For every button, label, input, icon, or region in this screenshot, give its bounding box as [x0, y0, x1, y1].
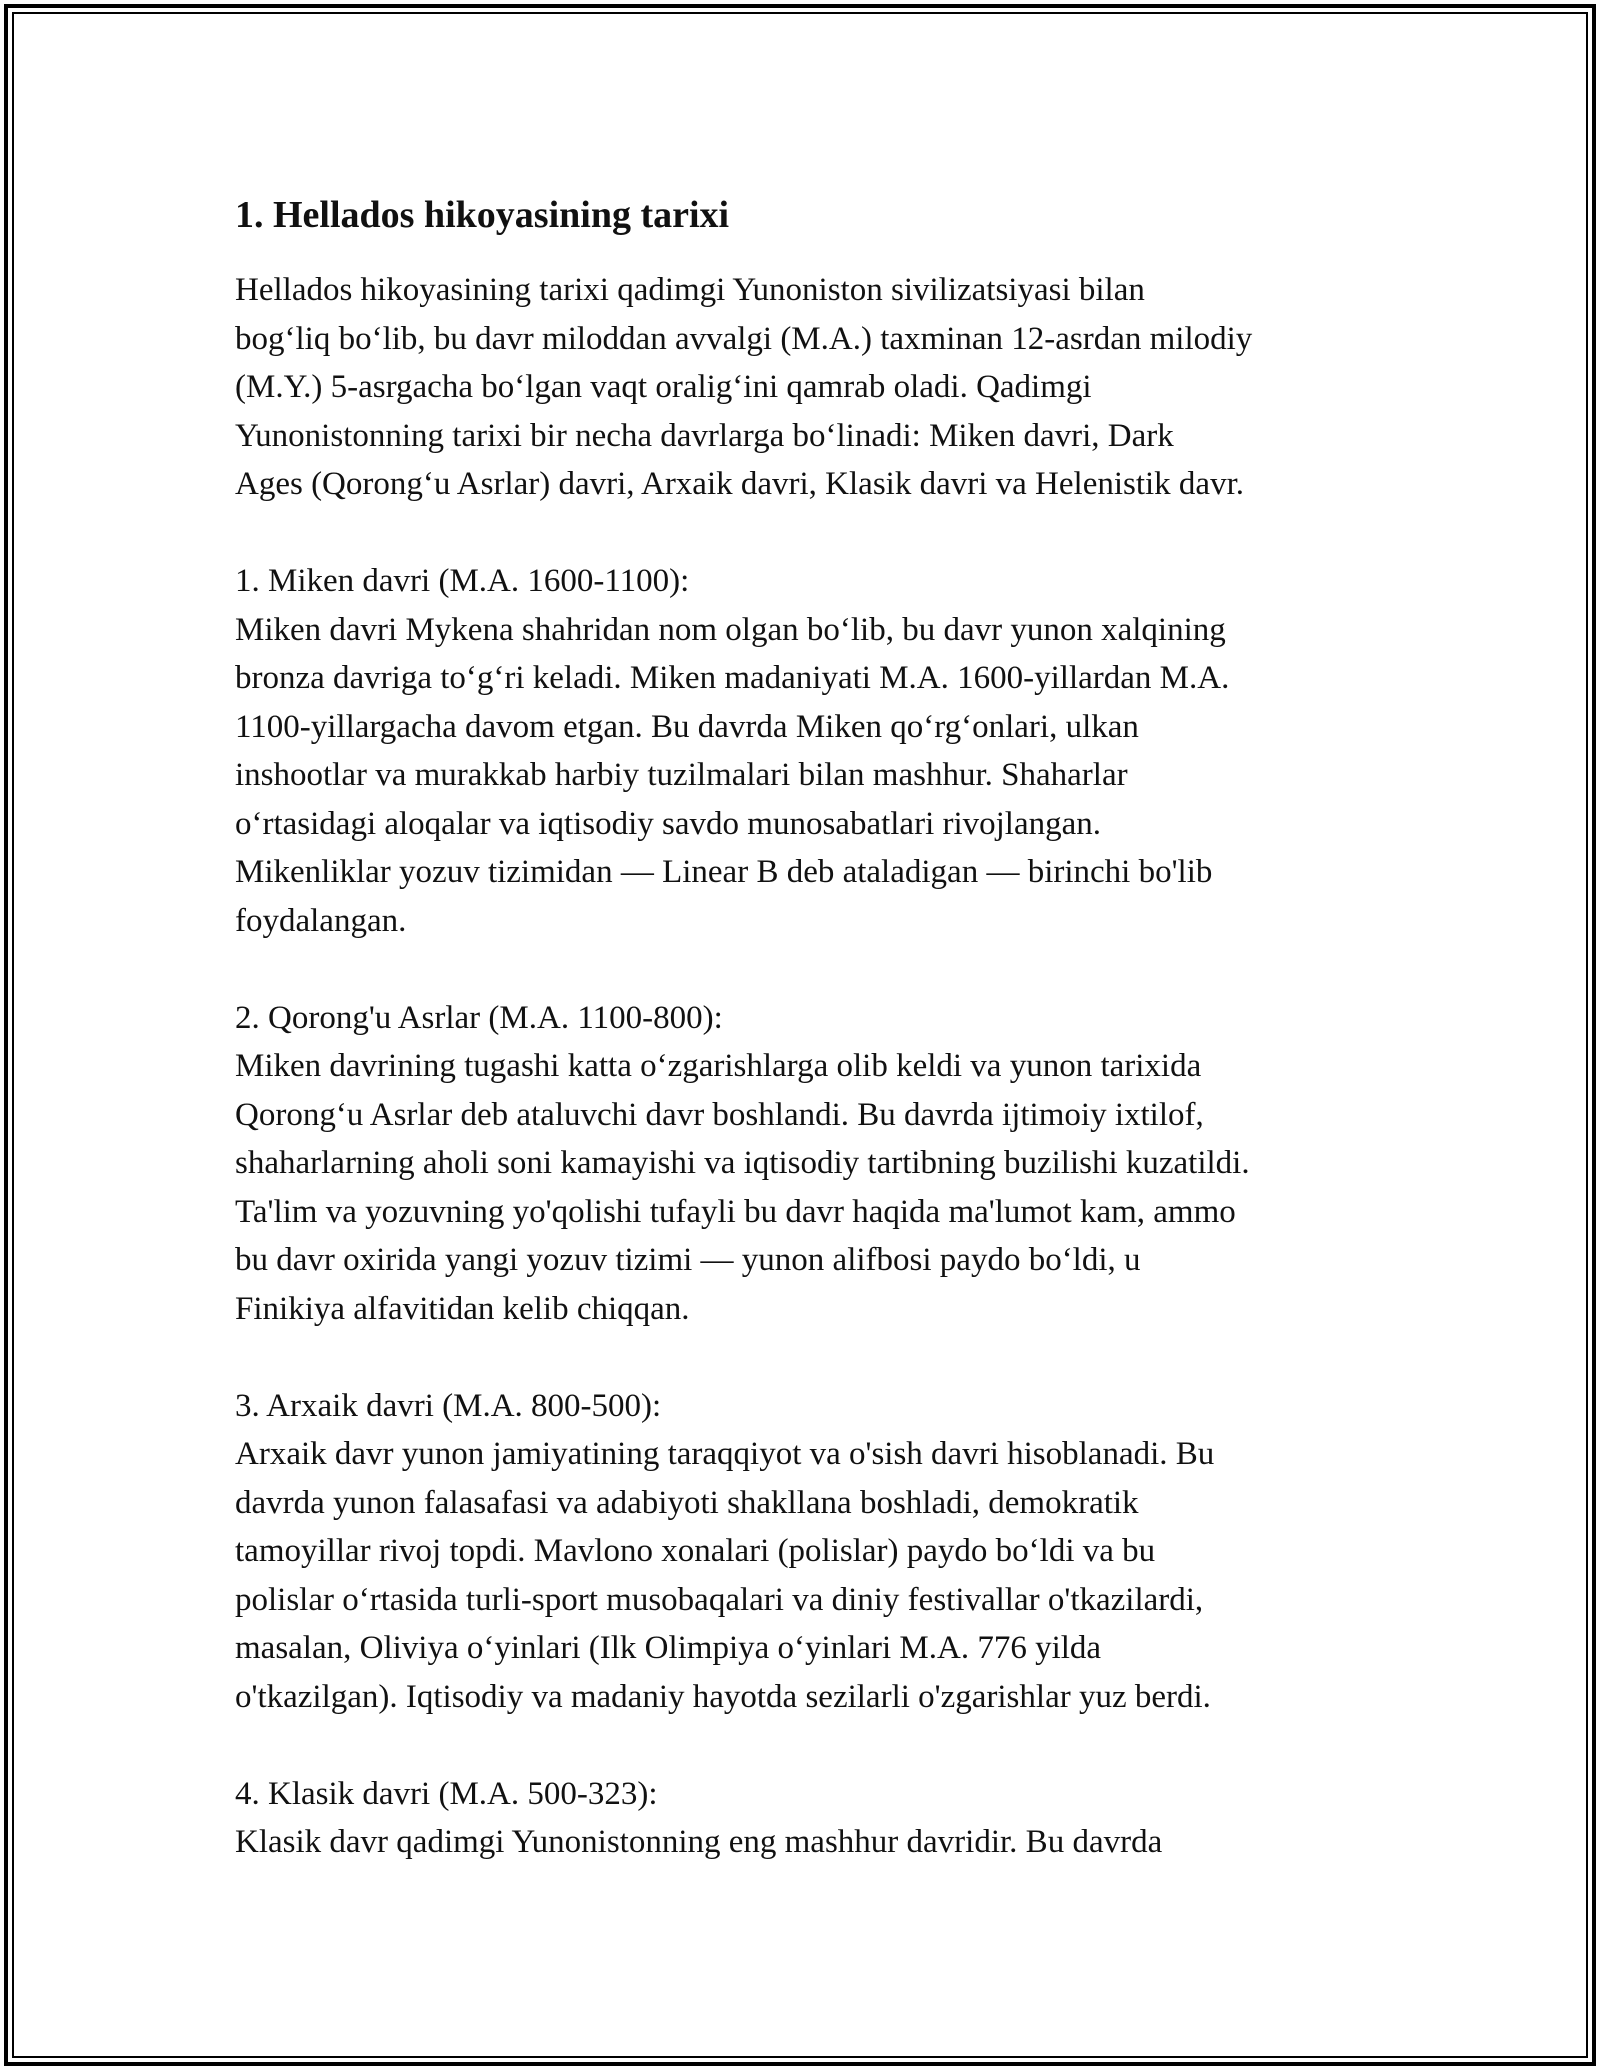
text-line: Finikiya alfavitidan kelib chiqqan. [235, 1290, 690, 1327]
document-title: 1. Hellados hikoyasining tarixi [235, 194, 730, 236]
text-line: shaharlarning aholi soni kamayishi va iqtisodiy tartibning buzilishi kuzatildi. [235, 1145, 1250, 1181]
text-line: masalan, Oliviya oʻyinlari (Ilk Olimpiya oʻyinlari M.A. 776 yilda [235, 1630, 1102, 1666]
text-line: Hellados hikoyasining tarixi qadimgi Yunoniston sivilizatsiyasi bilan [235, 272, 1145, 308]
intro-paragraph [235, 266, 1385, 509]
section-dark-ages [235, 994, 1385, 1334]
text-line: Mikenliklar yozuv tizimidan — Linear B deb ataladigan — birinchi bo'lib [235, 854, 1213, 890]
paragraph-spacer [235, 945, 1385, 994]
paragraph-spacer [235, 1721, 1385, 1770]
text-line: tamoyillar rivoj topdi. Mavlono xonalari (polislar) paydo boʻldi va bu [235, 1533, 1156, 1569]
section-classical [235, 1770, 1385, 1867]
section-heading: 1. Miken davri (M.A. 1600-1100): [235, 563, 690, 599]
paragraph-spacer [235, 509, 1385, 558]
text-line: polislar oʻrtasida turli-sport musobaqalari va diniy festivallar o'tkazilardi, [235, 1581, 1204, 1618]
text-line: inshootlar va murakkab harbiy tuzilmalari bilan mashhur. Shaharlar [235, 757, 1128, 793]
text-line: foydalangan. [235, 902, 407, 939]
text-line: Qorongʻu Asrlar deb ataluvchi davr boshlandi. Bu davrda ijtimoiy ixtilof, [235, 1096, 1204, 1133]
text-line: Miken davri Mykena shahridan nom olgan boʻlib, bu davr yunon xalqining [235, 611, 1226, 648]
text-line: Klasik davr qadimgi Yunonistonning eng mashhur davridir. Bu davrda [235, 1824, 1163, 1860]
text-line: (M.Y.) 5-asrgacha boʻlgan vaqt oraligʻini qamrab oladi. Qadimgi [235, 369, 1092, 405]
text-line: 1100-yillargacha davom etgan. Bu davrda Miken qoʻrgʻonlari, ulkan [235, 708, 1139, 745]
paragraph-spacer [235, 1333, 1385, 1382]
text-line: davrda yunon falasafasi va adabiyoti shakllana boshladi, demokratik [235, 1484, 1139, 1521]
section-archaic [235, 1382, 1385, 1722]
text-line: Ages (Qorongʻu Asrlar) davri, Arxaik davri, Klasik davri va Helenistik davr. [235, 466, 1244, 502]
text-line: Arxaik davr yunon jamiyatining taraqqiyot va o'sish davri hisoblanadi. Bu [235, 1436, 1215, 1472]
text-line: o'tkazilgan). Iqtisodiy va madaniy hayotda sezilarli o'zgarishlar yuz berdi. [235, 1678, 1211, 1715]
text-line: bogʻliq boʻlib, bu davr miloddan avvalgi (M.A.) taxminan 12-asrdan milodiy [235, 320, 1253, 357]
text-line: bronza davriga toʻgʻri keladi. Miken madaniyati M.A. 1600-yillardan M.A. [235, 660, 1230, 696]
section-heading: 3. Arxaik davri (M.A. 800-500): [235, 1387, 662, 1424]
text-line: Ta'lim va yozuvning yo'qolishi tufayli bu davr haqida ma'lumot kam, ammo [235, 1193, 1236, 1230]
section-heading: 2. Qorong'u Asrlar (M.A. 1100-800): [235, 999, 723, 1036]
text-line: oʻrtasidagi aloqalar va iqtisodiy savdo munosabatlari rivojlangan. [235, 805, 1102, 842]
text-line: bu davr oxirida yangi yozuv tizimi — yunon alifbosi paydo boʻldi, u [235, 1242, 1141, 1278]
text-line: Miken davrining tugashi katta oʻzgarishlarga olib keldi va yunon tarixida [235, 1048, 1202, 1084]
document-body [235, 188, 1385, 1867]
section-miken [235, 557, 1385, 945]
text-line: Yunonistonning tarixi bir necha davrlarga boʻlinadi: Miken davri, Dark [235, 417, 1174, 454]
section-heading: 4. Klasik davri (M.A. 500-323): [235, 1775, 658, 1812]
